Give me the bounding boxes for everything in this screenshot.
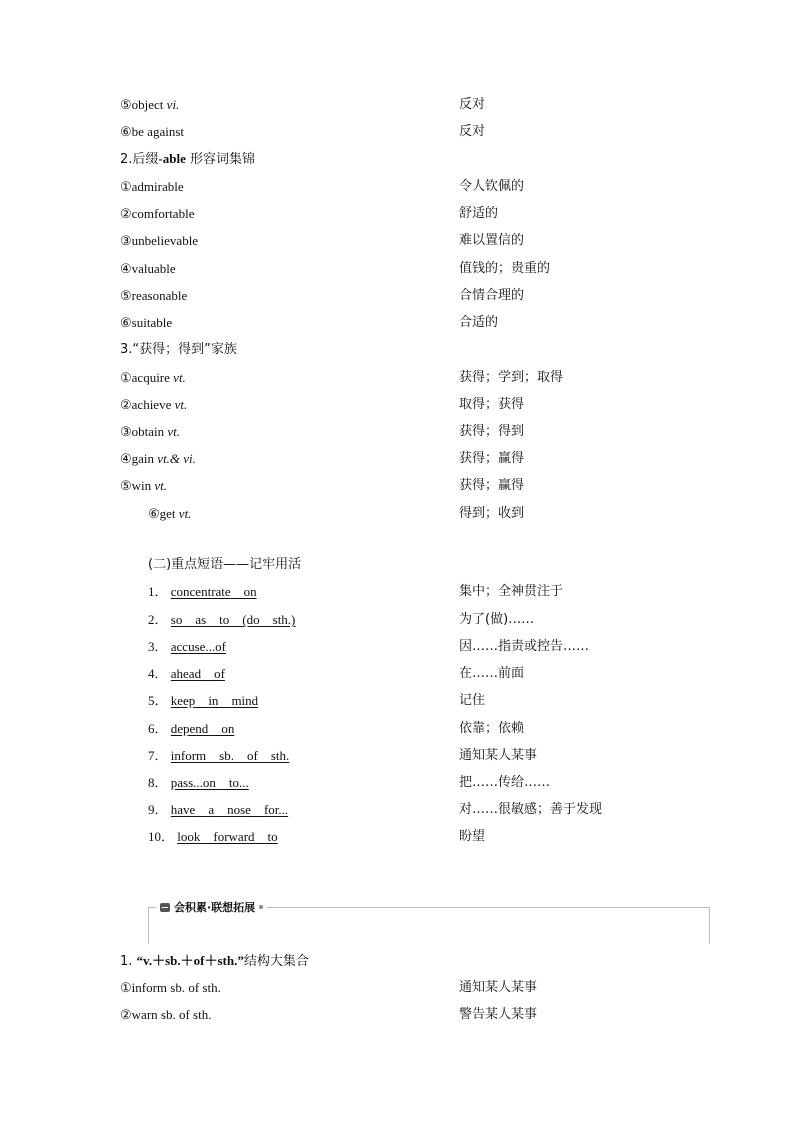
phrase-meaning: 依靠；依赖 (459, 721, 525, 736)
section-heading: 2.后缀-able 形容词集锦 (120, 151, 255, 167)
phrase-meaning: 记住 (459, 693, 486, 708)
vocab-row (0, 476, 794, 496)
vocab-meaning: 反对 (459, 97, 486, 112)
vocab-meaning: 取得；获得 (459, 397, 525, 412)
phrase-row (0, 827, 794, 847)
vocab-word: ④valuable (120, 261, 176, 276)
phrase-row (0, 664, 794, 684)
phrase-row (0, 746, 794, 766)
dot-icon (259, 905, 263, 909)
vocab-row (0, 313, 794, 333)
vocab-word: ⑤object vi. (120, 97, 180, 112)
section-heading: 3.“获得；得到”家族 (120, 342, 237, 357)
vocab-word: ①admirable (120, 179, 184, 194)
section-heading: 1. “v.＋sb.＋of＋sth.”结构大集合 (120, 953, 309, 969)
vocab-word: ⑤reasonable (120, 288, 188, 303)
vocab-row (0, 395, 794, 415)
phrase-meaning: 把……传给…… (459, 775, 551, 790)
phrase-row (0, 637, 794, 657)
phrase-text: 9． have a nose for... (148, 802, 289, 817)
phrase-meaning: 对……很敏感；善于发现 (459, 802, 603, 817)
vocab-word: ⑥suitable (120, 315, 173, 330)
phrase-text: 6． depend on (148, 721, 235, 736)
vocab-word: ①inform sb. of sth. (120, 980, 221, 995)
vocab-word: ⑥be against (120, 124, 184, 139)
phrase-row (0, 691, 794, 711)
phrase-text: 1． concentrate on (148, 584, 257, 599)
vocab-row (0, 504, 794, 524)
vocab-row (0, 95, 794, 115)
vocab-meaning: 通知某人某事 (459, 980, 538, 995)
phrase-meaning: 盼望 (459, 829, 486, 844)
vocab-row (0, 177, 794, 197)
vocab-word: ③obtain vt. (120, 424, 181, 439)
vocab-row (0, 978, 794, 998)
vocab-row (0, 368, 794, 388)
vocab-row (0, 204, 794, 224)
vocab-word: ②achieve vt. (120, 397, 188, 412)
vocab-row (0, 231, 794, 251)
vocab-meaning: 获得；赢得 (459, 451, 525, 466)
phrase-meaning: 在……前面 (459, 666, 525, 681)
vocab-meaning: 得到；收到 (459, 506, 525, 521)
section-box-title: 会积累·联想拓展 (156, 901, 267, 915)
vocab-row (0, 122, 794, 142)
vocab-meaning: 合适的 (459, 315, 499, 330)
vocab-meaning: 警告某人某事 (459, 1007, 538, 1022)
phrase-text: 4． ahead of (148, 666, 225, 681)
phrase-text: 10． look forward to (148, 829, 278, 844)
vocab-row (0, 1005, 794, 1025)
phrase-meaning: 通知某人某事 (459, 748, 538, 763)
vocab-meaning: 获得；得到 (459, 424, 525, 439)
phrase-meaning: 因……指责或控告…… (459, 639, 590, 654)
vocab-meaning: 获得；学到；取得 (459, 370, 564, 385)
phrase-row (0, 773, 794, 793)
vocab-word: ⑤win vt. (120, 478, 168, 493)
vocab-word: ④gain vt.& vi. (120, 451, 196, 466)
vocab-row (0, 422, 794, 442)
vocab-row (0, 286, 794, 306)
vocab-meaning: 令人钦佩的 (459, 179, 525, 194)
vocab-row (0, 259, 794, 279)
phrase-text: 3． accuse...of (148, 639, 226, 654)
phrase-text: 5． keep in mind (148, 693, 259, 708)
phrase-row (0, 800, 794, 820)
phrase-text: 7． inform sb. of sth. (148, 748, 290, 763)
phrase-text: 8． pass...on to... (148, 775, 249, 790)
phrase-row (0, 610, 794, 630)
phrases-heading: (二)重点短语——记牢用活 (148, 557, 302, 572)
book-icon (160, 903, 170, 912)
vocab-word: ②comfortable (120, 206, 195, 221)
phrase-row (0, 719, 794, 739)
vocab-meaning: 获得；赢得 (459, 478, 525, 493)
phrase-row (0, 582, 794, 602)
vocab-meaning: 反对 (459, 124, 486, 139)
vocab-meaning: 值钱的；贵重的 (459, 261, 551, 276)
phrase-text: 2． so as to (do sth.) (148, 612, 296, 627)
vocab-meaning: 舒适的 (459, 206, 499, 221)
phrase-meaning: 为了(做)…… (459, 612, 535, 627)
vocab-word: ③unbelievable (120, 233, 199, 248)
vocab-meaning: 合情合理的 (459, 288, 525, 303)
vocab-word: ①acquire vt. (120, 370, 186, 385)
vocab-word: ⑥get vt. (148, 506, 192, 521)
vocab-meaning: 难以置信的 (459, 233, 525, 248)
vocab-word: ②warn sb. of sth. (120, 1007, 212, 1022)
phrase-meaning: 集中；全神贯注于 (459, 584, 564, 599)
vocab-row (0, 449, 794, 469)
